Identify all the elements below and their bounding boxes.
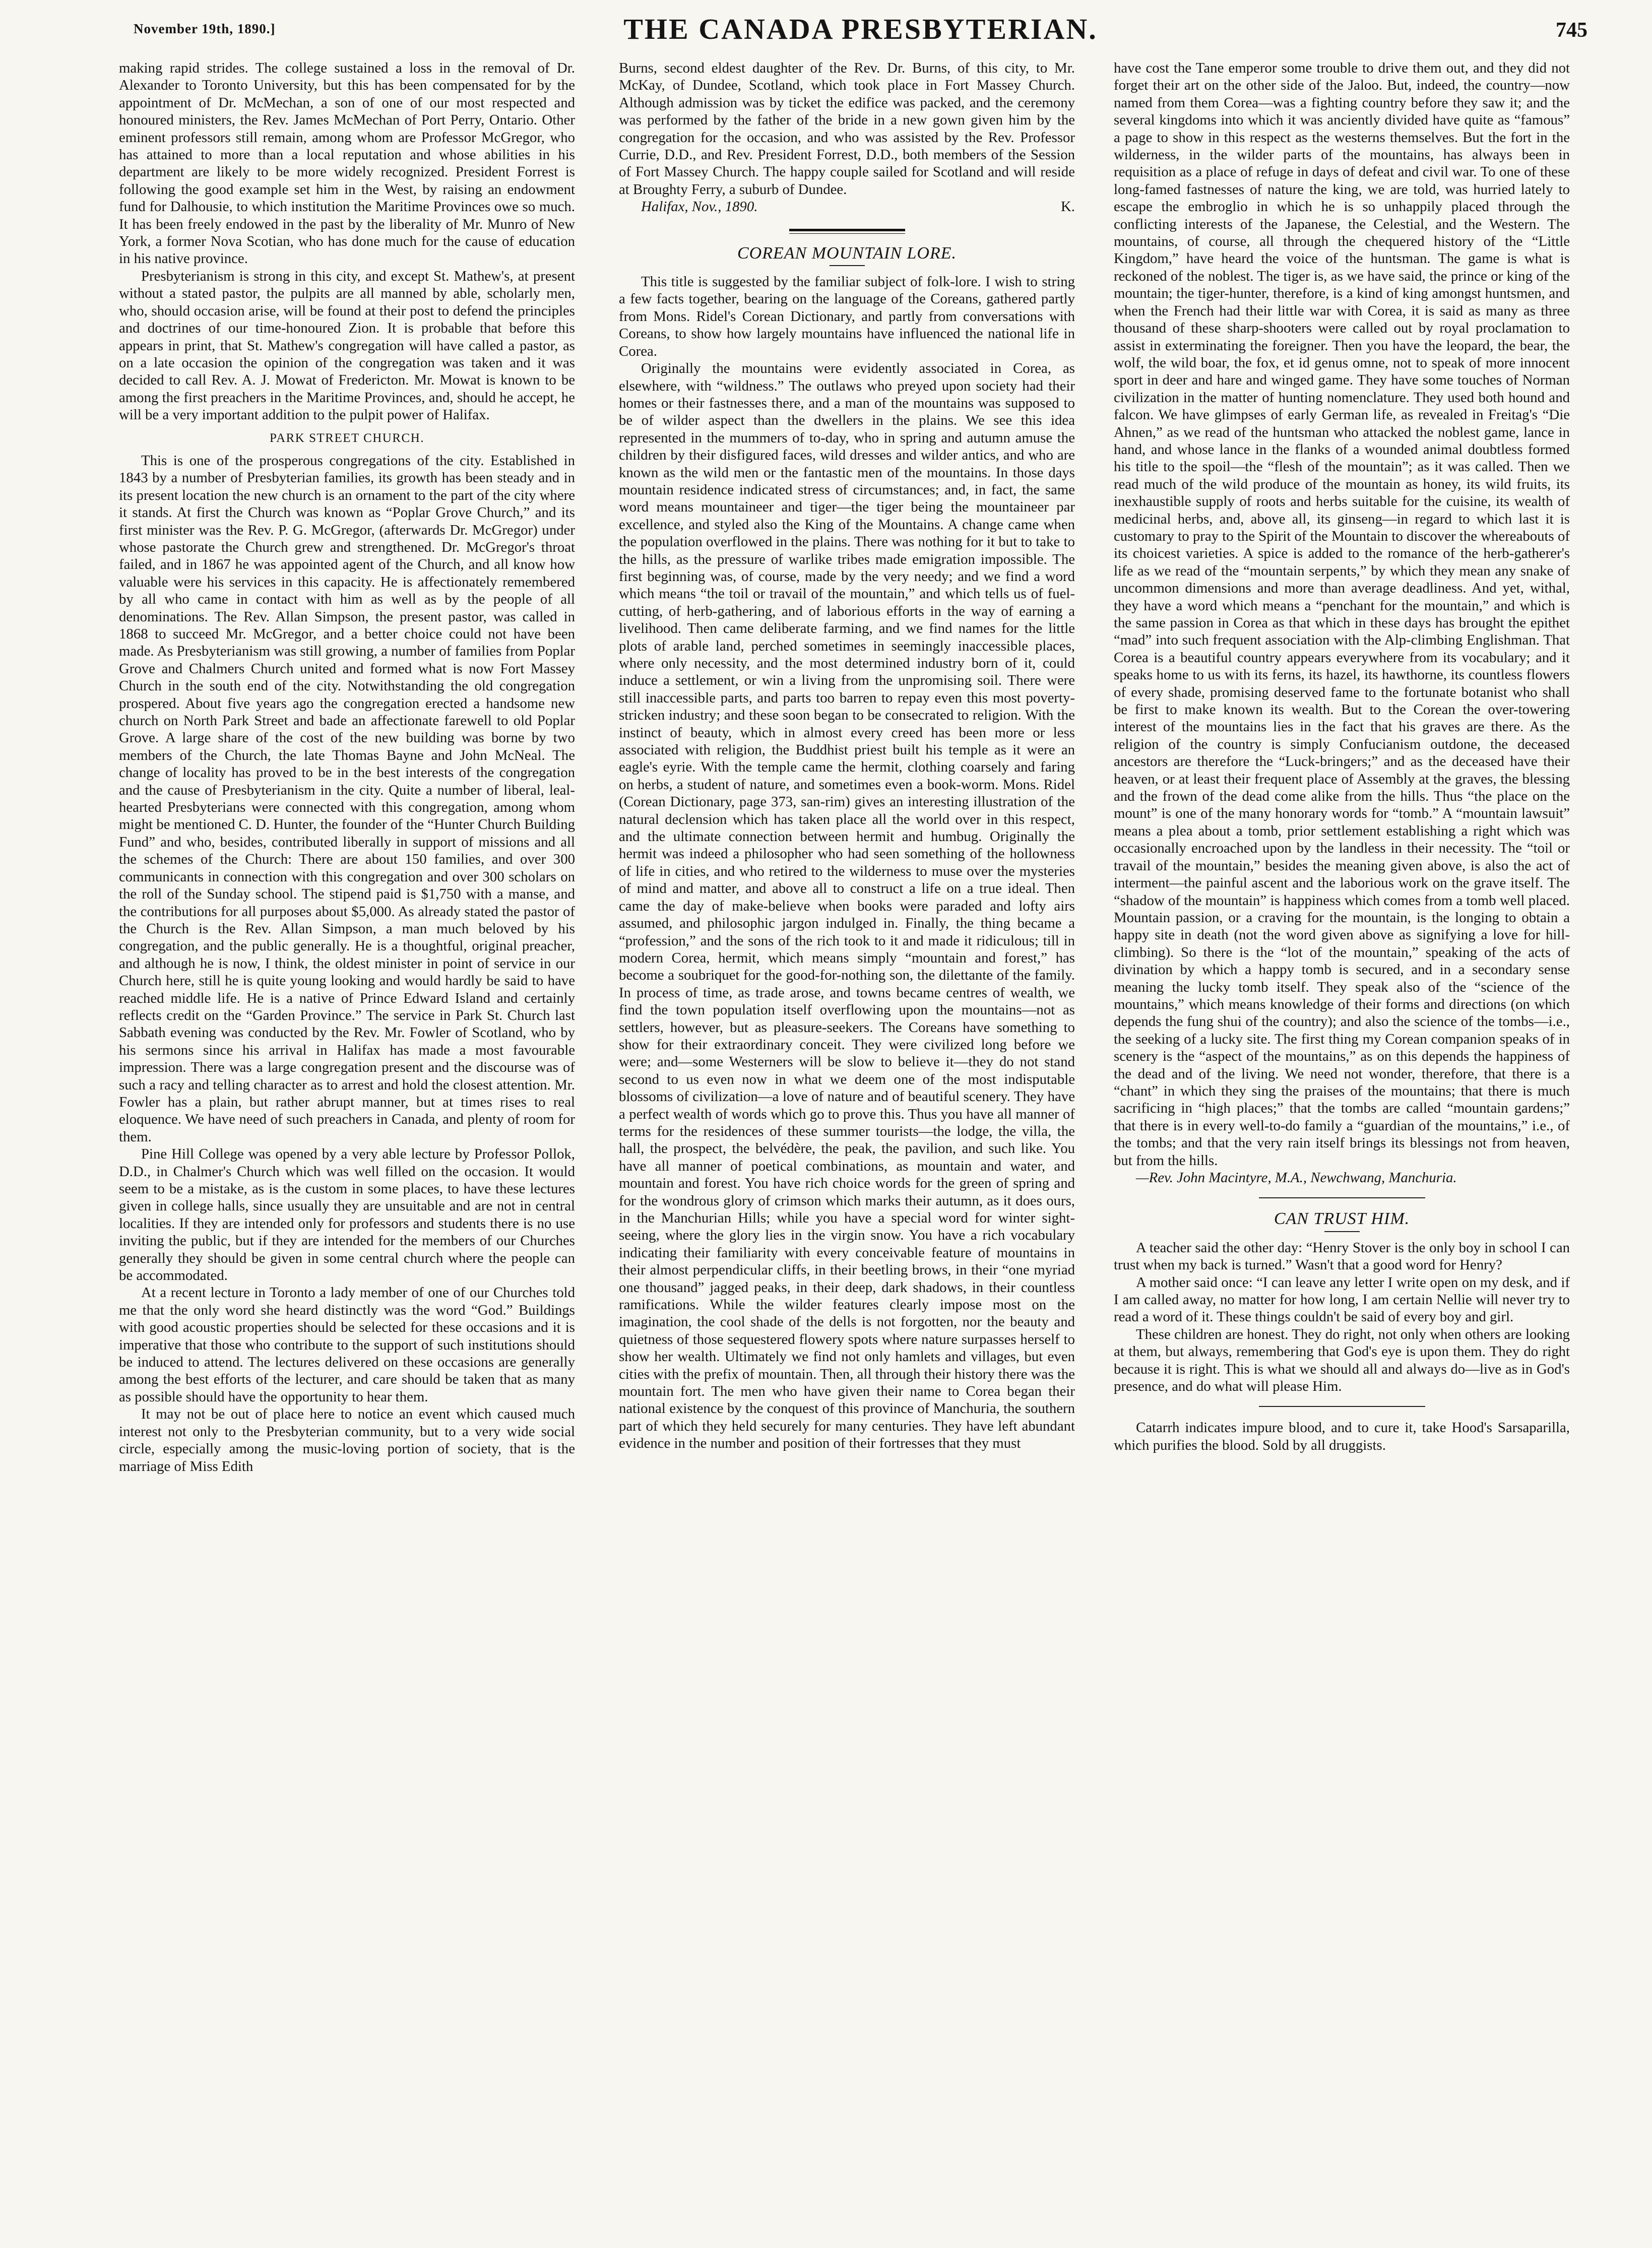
article-title-can-trust-him: CAN TRUST HIM. — [1274, 1209, 1410, 1229]
article-divider — [789, 229, 905, 234]
paragraph: A teacher said the other day: “Henry Stover is the only boy in school I can trust when my back is turned.” Wasn't that a good word for Henry? — [1114, 1239, 1570, 1273]
title-rule — [830, 265, 865, 266]
title-rule — [1324, 1231, 1360, 1232]
article-divider — [1259, 1406, 1425, 1407]
paragraph: Pine Hill College was opened by a very able lecture by Professor Pollok, D.D., in Chalmer's Church which was well filled on the occasion. It would seem to be a mistake, as is the custom in some places, to have these lectures given in college halls, since usually they are unsuitable and are not in central localities. If they are intended only for professors and students there is no use inviting the public, but if they are intended for the members of our Churches generally they should be given in some central church where the people can be accommodated. — [119, 1146, 575, 1284]
byline: —Rev. John Macintyre, M.A., Newchwang, Manchuria. — [1136, 1170, 1457, 1186]
masthead-title: THE CANADA PRESBYTERIAN. — [623, 13, 1098, 45]
paragraph: Presbyterianism is strong in this city, and except St. Mathew's, at present without a stated pastor, the pulpits are all manned by able, scholarly men, who, should occasion arise, will be found at their post to defend the principles and doctrines of our time-honoured Zion. It is probable that before this appears in print, that St. Mathew's congregation will have called a pastor, as on a late occasion the opinion of the congregation was taken and it was decided to call Rev. A. J. Mowat of Fredericton. Mr. Mowat is known to be among the first preachers in the Maritime Provinces, and, should he accept, he will be a very important addition to the pulpit power of Halifax. — [119, 268, 575, 423]
issue-date: November 19th, 1890.] — [134, 21, 276, 36]
column-1 — [119, 59, 575, 2236]
paragraph: This title is suggested by the familiar subject of folk-lore. I wish to string a few facts together, bearing on the language of the Coreans, gathered partly from Mons. Ridel's Corean Dictionary, and partly from conversations with Coreans, to show how largely mountains have influenced the national life in Corea. — [619, 274, 1075, 359]
page-header — [134, 11, 1587, 51]
paragraph: making rapid strides. The college sustained a loss in the removal of Dr. Alexander to Toronto University, but this has been compensated for by the appointment of Dr. McMechan, a son of one of our most respected and honoured ministers, the Rev. James McMechan of Port Perry, Ontario. Other eminent professors still remain, among whom are Professor McGregor, who has attained to more than a local reputation and whose abilities in his department are likely to be more widely recognized. President Forrest is following the good example set him in the West, by raising an endowment fund for Dalhousie, to which institution the Maritime Provinces owe so much. It has been freely endowed in the past by the liberality of Mr. Munro of New York, a former Nova Scotian, who has done much for the cause of education in his native province. — [119, 60, 575, 267]
paragraph: This is one of the prosperous congregations of the city. Established in 1843 by a number of Presbyterian families, its growth has been steady and in its present location the new church is an ornament to the part of the city where it stands. At first the Church was known as “Poplar Grove Church,” and its first minister was the Rev. P. G. McGregor, (afterwards Dr. McGregor) under whose pastorate the Church grew and strengthened. Dr. McGregor's throat failed, and in 1867 he was appointed agent of the Church, and all know how valuable were his services in this capacity. He is affectionately remembered by all who came in contact with him as well as by the people of all denominations. The Rev. Allan Simpson, the present pastor, was called in 1868 to succeed Mr. McGregor, and a better choice could not have been made. As Presbyterianism was still growing, a number of families from Poplar Grove and Chalmers Church united and formed what is now Fort Massey Church in the south end of the city. Notwithstanding the old congregation prospered. About five years ago the congregation erected a handsome new church on North Park Street and bade an affectionate farewell to old Poplar Grove. A large share of the cost of the new building was borne by two members of the Church, the late Thomas Bayne and John McNeal. The change of locality has proved to be in the best interests of the congregation and the cause of Presbyterianism in the city. Quite a number of liberal, leal-hearted Presbyterians were connected with this congregation, among whom might be mentioned C. D. Hunter, the founder of the “Hunter Church Building Fund” and who, besides, contributed liberally in support of missions and all the schemes of the Church: There are about 150 families, and over 300 communicants in connection with this congregation and over 300 scholars on the roll of the Sunday school. The stipend paid is $1,750 with a manse, and the contributions for all purposes about $5,000. As already stated the pastor of the Church is the Rev. Allan Simpson, a man much beloved by his congregation, and the public generally. He is a thoughtful, original preacher, and although he is now, I think, the oldest minister in point of service in our Church here, still he is quite young looking and would hardly be said to have reached middle life. He is a native of Prince Edward Island and certainly reflects credit on the “Garden Province.” The service in Park St. Church last Sabbath evening was conducted by the Rev. Mr. Fowler of Scotland, who by his sermons since his arrival in Halifax has made a most favourable impression. There was a large congregation present and the discourse was of such a racy and telling character as to arrest and hold the closest attention. Mr. Fowler has a plain, but rather abrupt manner, but at times rises to real eloquence. We have need of such preachers in Canada, and plenty of room for them. — [119, 452, 575, 1145]
signature-line — [619, 198, 1075, 215]
paragraph: It may not be out of place here to notice an event which caused much interest not only to the Presbyterian community, but to a very wide social circle, especially among the music-loving portion of society, that is the marriage of Miss Edith — [119, 1406, 575, 1474]
column-3 — [1114, 59, 1570, 2236]
paragraph: At a recent lecture in Toronto a lady member of one of our Churches told me that the only word she heard distinctly was the word “God.” Buildings with good acoustic properties should be selected for these occasions and it is imperative that those who contribute to the support of such institutions should be induced to attend. The lectures delivered on these occasions are generally among the best efforts of the lecturer, and care should be taken that as many as possible should have the opportunity to hear them. — [119, 1284, 575, 1405]
article-title-corean-mountain-lore: COREAN MOUNTAIN LORE. — [737, 243, 957, 263]
article-divider — [1259, 1197, 1425, 1198]
paragraph: Originally the mountains were evidently associated in Corea, as elsewhere, with “wildness.” The outlaws who preyed upon society had their homes or their fastnesses there, and a man of the mountains was supposed to be of wilder aspect than the dwellers in the plains. We see this idea represented in the mummers of to-day, who in spring and autumn amuse the children by their disfigured faces, wild dresses and wilder antics, and who are known as the wild men or the fantastic men of the mountains. In those days mountain residence indicated stress of circumstances; and, in fact, the same word means mountaineer and tiger—the tiger being the mountaineer par excellence, and styled also the King of the Mountains. A change came when the population overflowed in the plains. There was nothing for it but to take to the hills, as the pressure of warlike tribes made emigration impossible. The first beginning was, of course, made by the very needy; and we find a word which means “the toil or travail of the mountain,” and which tells us of fuel-cutting, of herb-gathering, and of laborious efforts in the way of earning a livelihood. Then came deliberate farming, and we find names for the little plots of arable land, perched sometimes in seemingly inaccessible places, where only necessity, and the most determined industry born of it, could induce a settlement, or win a living from the unpromising soil. There were still inaccessible parts, and parts too barren to repay even this most poverty-stricken industry; and these soon began to be consecrated to religion. With the instinct of beauty, which in almost every creed has been more or less associated with religion, the Buddhist priest built his temple as it were an eagle's eyrie. With the temple came the hermit, clothing coarsely and faring on herbs, a student of nature, and sometimes even a book-worm. Mons. Ridel (Corean Dictionary, page 373, san-rim) gives an interesting illustration of the natural declension which has taken place all the world over in this respect, and the ultimate connection between hermit and humbug. Originally the hermit was indeed a philosopher who had seen something of the hollowness of life in cities, and who retired to the wilderness to muse over the mysteries of mind and matter, and above all to construct a life on a true ideal. Then came the day of make-believe when books were paraded and lofty airs assumed, and philosophic jargon indulged in. Finally, the thing became a “profession,” and the sons of the rich took to it and made it ridiculous; till in modern Corea, hermit, which means simply “mountain and forest,” has become a soubriquet for the good-for-nothing son, the dilettante of the family. In process of time, as trade arose, and towns became centres of wealth, we find the town population itself overflowing upon the mountains—not as settlers, however, but as pleasure-seekers. The Coreans have something to show for their extraordinary conceit. They were civilized long before we were; and—some Westerners will be slow to believe it—they do not stand second to us even now in what we deem one of the most indisputable blossoms of civilization—a love of nature and of beautiful scenery. They have a perfect wealth of words which go to prove this. Thus you have all manner of terms for the residences of these summer tourists—the lodge, the villa, the hall, the prospect, the belvédère, the peak, the pavilion, and such like. You have all manner of poetical combinations, as mountain and water, and mountain and forest. You have rich choice words for the green of spring and for the wondrous glory of crimson which marks their autumn, as it does ours, in the Manchurian Hills; while you have a special word for winter sight-seeing, where the glory lies in the virgin snow. You have a rich vocabulary indicating their familiarity with every conceivable feature of mountains in their almost perpendicular cliffs, in their beetling brows, in their “one myriad one thousand” jagged peaks, in their deep, dark shadows, in their countless ramifications. While the wilder features clearly impose most on the imagination, the cool shade of the dells is not forgotten, nor the beauty and quietness of those sequestered flowery spots where nature surpasses herself to show her wealth. Ultimately we find not only hamlets and villages, but even cities with the prefix of mountain. Then, all through their history there was the mountain fort. The men who have given their name to Corea began their national existence by the conquest of this province of Manchuria, the southern part of which they held securely for many centuries. They have left abundant evidence in the number and position of their fortresses that they must — [619, 360, 1075, 1452]
place-date: Halifax, Nov., 1890. — [641, 199, 758, 215]
paragraph: Burns, second eldest daughter of the Rev. Dr. Burns, of this city, to Mr. McKay, of Dundee, Scotland, which took place in Fort Massey Church. Although admission was by ticket the edifice was packed, and the ceremony was performed by the father of the bride in a new gown given him by the congregation for the occasion, and who was assisted by the Rev. Professor Currie, D.D., and Rev. President Forrest, D.D., both members of the Session of Fort Massey Church. The happy couple sailed for Scotland and will reside at Broughty Ferry, a suburb of Dundee. — [619, 60, 1075, 198]
section-heading-park-street-church: PARK STREET CHURCH. — [269, 431, 425, 445]
paragraph: have cost the Tane emperor some trouble to drive them out, and they did not forget their art on the other side of the Jaloo. But, indeed, the country—now named from them Corea—was a fighting country before they saw it; and the several kingdoms into which it was anciently divided have quite as “famous” a page to show in this respect as the westerns themselves. But the fort in the wilderness, in the wilder parts of the mountains, has always been in requisition as a place of refuge in days of defeat and civil war. To one of these long-famed fastnesses of nature the king, we are told, was hurried lately to escape the embroglio in which he is so unhappily placed through the conflicting interests of the Japanese, the Celestial, and the Western. The mountains, of course, all through the chequered history of the “Little Kingdom,” have heard the voice of the huntsman. The game is what is reckoned of the noblest. The tiger is, as we have said, the prince or king of the mountain; the tiger-hunter, therefore, is a kind of king amongst huntsmen, and when the French had their little war with Corea, it is said as many as three thousand of these sharp-shooters were called out by royal proclamation to assist in exterminating the foreigner. Then you have the leopard, the bear, the wolf, the wild boar, the fox, et id genus omne, not to speak of more innocent sport in deer and hare and winged game. They have some touches of Norman civilization in the matter of hunting nomenclature. They used both hound and falcon. We have glimpses of early German life, as revealed in Freitag's “Die Ahnen,” as we read of the huntsman who attacked the noblest game, lance in hand, and whose lance in the flanks of a wounded animal doubtless formed his title to the spoil—the “flesh of the mountain”; as it was called. Then we read much of the wild produce of the mountain as honey, its wild fruits, its inexhaustible supply of roots and herbs suitable for the cuisine, its wealth of medicinal herbs, and, above all, its ginseng—in regard to which last it is customary to pray to the Spirit of the Mountain to discover the whereabouts of its choicest varieties. A spice is added to the romance of the herb-gatherer's life as we read of the “mountain serpents,” by which they mean any snake of uncommon dimensions and more than average deadliness. And yet, withal, they have a word which means a “penchant for the mountain,” and which is the same passion in Corea as that which in these days has brought the epithet “mad” into such frequent association with the Alp-climbing Englishman. That Corea is a beautiful country appears everywhere from its vocabulary; and it speaks home to us with its ferns, its hazel, its hawthorne, its countless flowers of every shade, promising deserved fame to the fortunate botanist who shall be first to make known its wealth. But to the Corean the over-towering interest of the mountains lies in the fact that his graves are there. As the religion of the country is simply Confucianism outdone, the deceased ancestors are therefore the “Luck-bringers;” and as the deceased have their heaven, or at least their frequent place of Assembly at the graves, the blessing and the frown of the dead come alike from the hills. Thus “the place on the mount” is one of the many honorary words for “tomb.” A “mountain lawsuit” means a plea about a tomb, prior settlement establishing a right which was occasionally encroached upon by the landless in their necessity. The “toil or travail of the mountain,” besides the meaning given above, is also the act of interment—the painful ascent and the laborious work on the grave itself. The “shadow of the mountain” is happiness which comes from a tomb well placed. Mountain passion, or a craving for the mountain, is the longing to obtain a happy site in death (not the word given above as signifying a love for hill-climbing). So there is the “lot of the mountain,” speaking of the acts of divination by which a happy tomb is secured, and in a secondary sense meaning the lucky tomb itself. They speak also of the “science of the mountains,” which means knowledge of their forms and directions (on which depends the fung shui of the country); and also the science of the tombs—i.e., the seeking of a lucky site. The first thing my Corean companion speaks of in scenery is the “aspect of the mountains,” as on this depends the happiness of the dead and of the living. We need not wonder, therefore, that there is a “chant” in which they sing the praises of the mountains; that there is much sacrificing in “high places;” that the tombs are called “mountain gardens;” that there is in every well-to-do family a “guardian of the mountains,” i.e., of the tombs; and that the very rain itself brings its blessings not from heaven, but from the hills. — [1114, 60, 1570, 1169]
paragraph: These children are honest. They do right, not only when others are looking at them, but always, remembering that God's eye is upon them. They do right because it is right. This is what we should all and always do—live as in God's presence, and do what will please Him. — [1114, 1326, 1570, 1395]
column-2 — [619, 59, 1075, 2236]
advertisement-notice: Catarrh indicates impure blood, and to cure it, take Hood's Sarsaparilla, which purifies the blood. Sold by all druggists. — [1114, 1420, 1570, 1453]
page-number: 745 — [1556, 19, 1587, 42]
paragraph: A mother said once: “I can leave any letter I write open on my desk, and if I am called away, no matter for how long, I am certain Nellie will never try to read a word of it. These things couldn't be said of every boy and girl. — [1114, 1274, 1570, 1325]
signature: K. — [1061, 199, 1075, 215]
